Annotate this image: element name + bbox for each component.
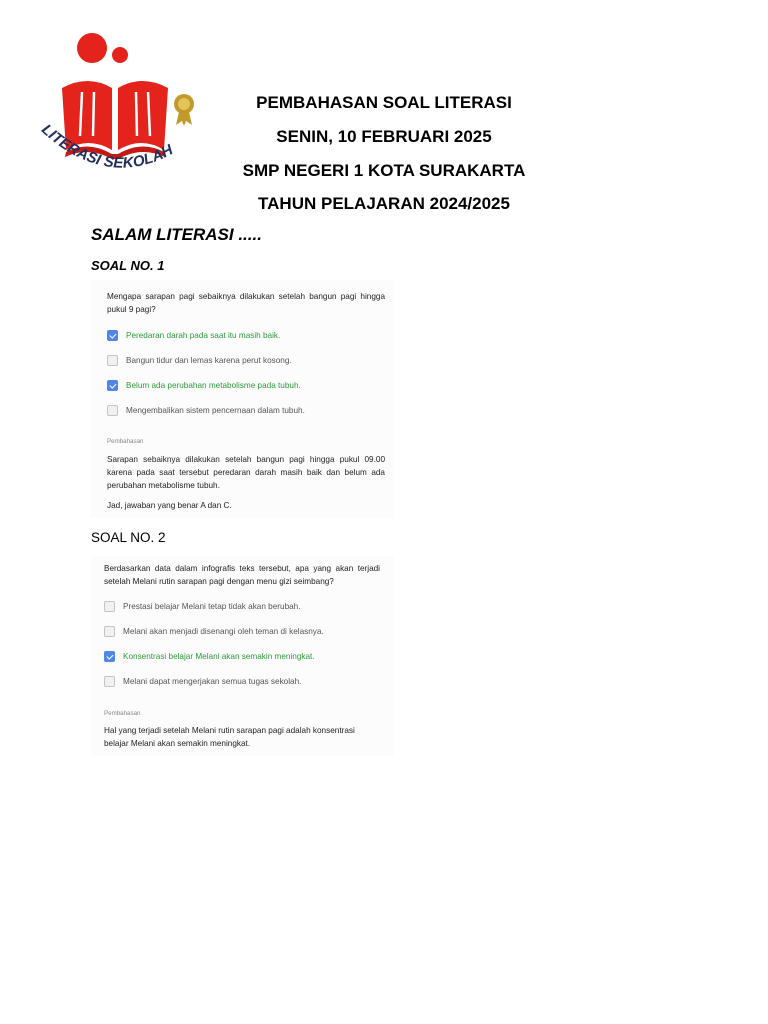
question-2-text: Berdasarkan data dalam infografis teks tersebut, apa yang akan terjadi setelah Melani rutin sarapan pagi dengan menu gizi seimbang? xyxy=(104,564,380,586)
question-1-label: SOAL NO. 1 xyxy=(91,258,165,273)
literasi-sekolah-logo xyxy=(36,26,204,176)
checkbox-icon[interactable] xyxy=(107,405,118,416)
question-1-card xyxy=(91,280,394,518)
option-label: Melani dapat mengerjakan semua tugas sekolah. xyxy=(123,677,302,686)
question-1-text: Mengapa sarapan pagi sebaiknya dilakukan setelah bangun pagi hingga pukul 9 pagi? xyxy=(107,292,385,314)
option-1b[interactable] xyxy=(107,355,292,366)
option-2b[interactable] xyxy=(104,626,324,637)
option-label: Belum ada perubahan metabolisme pada tubuh. xyxy=(126,381,301,390)
option-label: Bangun tidur dan lemas karena perut kosong. xyxy=(126,356,292,365)
explanation-label: Pembahasan xyxy=(107,438,144,445)
checkbox-checked-icon[interactable] xyxy=(104,651,115,662)
option-1d[interactable] xyxy=(107,405,305,416)
option-label: Peredaran darah pada saat itu masih baik. xyxy=(126,331,281,340)
explanation-text: Hal yang terjadi setelah Melani rutin sarapan pagi adalah konsentrasi belajar Melani akan semakin meningkat. xyxy=(104,726,355,748)
question-2-label: SOAL NO. 2 xyxy=(91,530,166,545)
logo-text: LITERASI SEKOLAH xyxy=(38,121,176,172)
header-line-2: SENIN, 10 FEBRUARI 2025 xyxy=(276,127,492,146)
option-2a[interactable] xyxy=(104,601,301,612)
header-line-4: TAHUN PELAJARAN 2024/2025 xyxy=(258,194,510,213)
checkbox-icon[interactable] xyxy=(104,626,115,637)
checkbox-checked-icon[interactable] xyxy=(107,380,118,391)
explanation-label: Pembahasan xyxy=(104,710,141,717)
checkbox-icon[interactable] xyxy=(104,676,115,687)
checkbox-checked-icon[interactable] xyxy=(107,330,118,341)
option-1a[interactable] xyxy=(107,330,280,341)
conclusion-text: Jad, jawaban yang benar A dan C. xyxy=(107,501,232,510)
open-book-icon xyxy=(36,26,204,176)
option-label: Mengembalikan sistem pencernaan dalam tubuh. xyxy=(126,406,305,415)
greeting: SALAM LITERASI ..... xyxy=(91,225,262,244)
option-label: Melani akan menjadi disenangi oleh teman di kelasnya. xyxy=(123,627,324,636)
option-2d[interactable] xyxy=(104,676,301,687)
header-line-1: PEMBAHASAN SOAL LITERASI xyxy=(256,93,512,112)
header-line-3: SMP NEGERI 1 KOTA SURAKARTA xyxy=(242,161,526,180)
question-2-card xyxy=(91,556,394,756)
checkbox-icon[interactable] xyxy=(107,355,118,366)
option-2c[interactable] xyxy=(104,651,315,662)
option-label: Prestasi belajar Melani tetap tidak akan berubah. xyxy=(123,602,301,611)
option-1c[interactable] xyxy=(107,380,301,391)
checkbox-icon[interactable] xyxy=(104,601,115,612)
explanation-text: Sarapan sebaiknya dilakukan setelah bangun pagi hingga pukul 09.00 karena pada saat tersebut peredaran darah masih baik dan belum ada perubahan metabolisme tubuh. xyxy=(107,455,385,490)
option-label: Konsentrasi belajar Melani akan semakin meningkat. xyxy=(123,652,315,661)
